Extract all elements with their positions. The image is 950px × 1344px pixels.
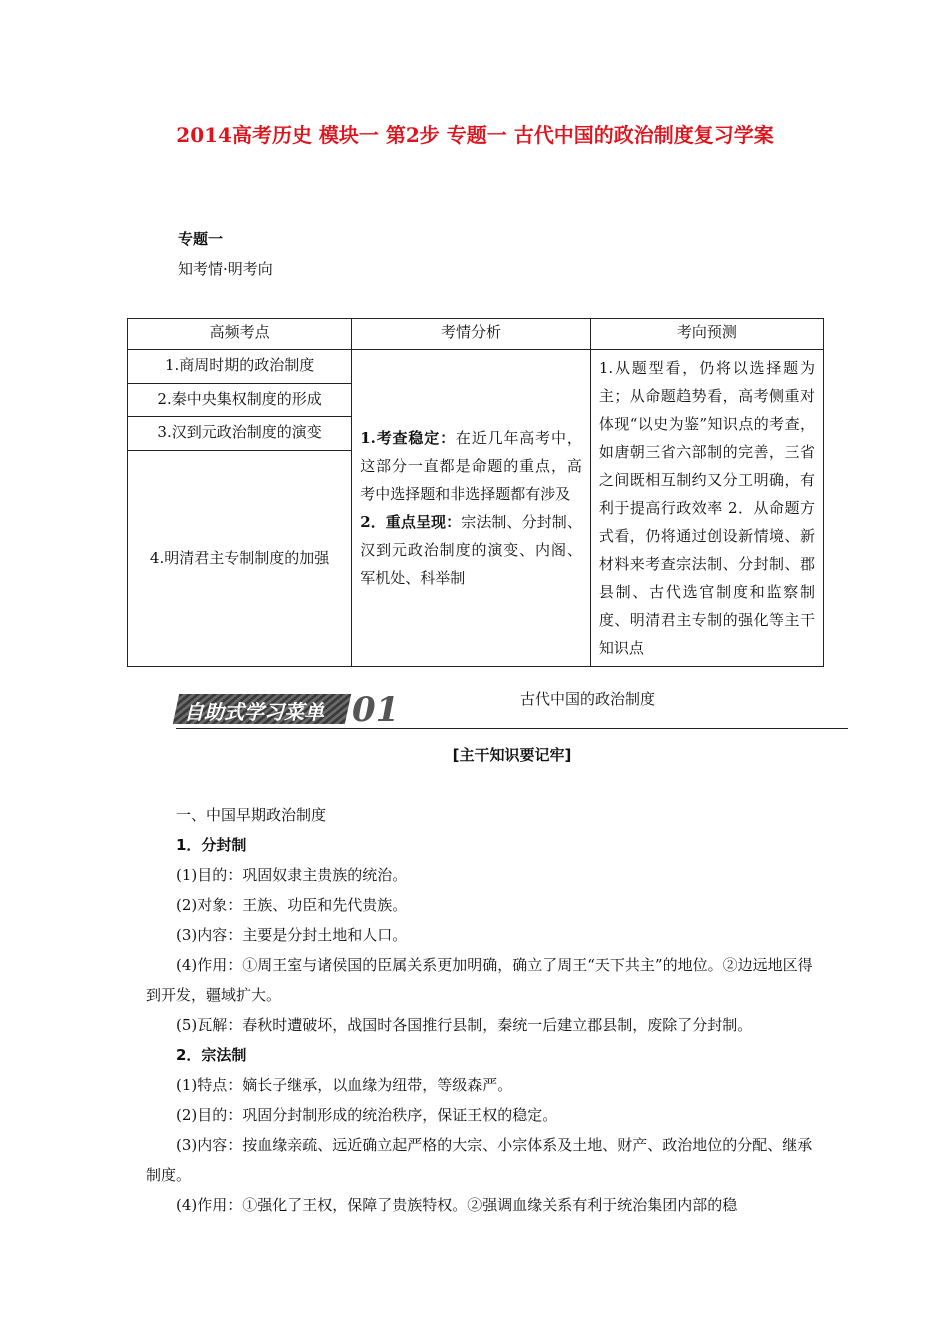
- analysis-label-1: 1.考查稳定：: [360, 429, 456, 447]
- table-row: [128, 350, 824, 384]
- forecast-cell: 1.从题型看，仍将以选择题为主；从命题趋势看，高考侧重对体现“以史为鉴”知识点的考查，如唐朝三省六部制的完善，三省之间既相互制约又分工明确，有利于提高行政效率 2．从命题方式看，仍将通过创设新情境、新材料来考查宗法制、分封制、郡县制、古代选官制度和监察制度、明清君主专制的强化等主干知识点: [590, 350, 823, 667]
- topic-cell: 4.明清君主专制制度的加强: [128, 450, 352, 666]
- banner-title: 古代中国的政治制度: [520, 690, 656, 708]
- content-paragraph: (3)内容：按血缘亲疏、远近确立起严格的大宗、小宗体系及土地、财产、政治地位的分配、继承制度。: [146, 1136, 813, 1184]
- header-analysis: 考情分析: [352, 319, 591, 350]
- analysis-text-2: 宗法制、分封制、汉到元政治制度的演变、内阁、军机处、科举制: [360, 513, 582, 587]
- analysis-text-1: 在近几年高考中，这部分一直都是命题的重点，高考中选择题和非选择题都有涉及: [360, 429, 582, 503]
- section-subheading: 知考情·明考向: [178, 260, 273, 278]
- analysis-cell: [352, 350, 591, 667]
- content-paragraph: (4)作用：①周王室与诸侯国的臣属关系更加明确，确立了周王“天下共主”的地位。②边远地区得到开发，疆域扩大。: [146, 956, 813, 1004]
- exam-analysis-table: [127, 318, 824, 667]
- subsection-title: [主干知识要记牢]: [452, 746, 572, 764]
- content-subheading: 2．宗法制: [176, 1046, 247, 1064]
- banner-number: 01: [352, 690, 400, 730]
- section-heading: 专题一: [178, 230, 224, 248]
- content-paragraph: (3)内容：主要是分封土地和人口。: [176, 926, 408, 944]
- study-menu-banner: [176, 690, 400, 730]
- topic-cell: 3.汉到元政治制度的演变: [128, 417, 352, 451]
- content-paragraph: (4)作用：①强化了王权，保障了贵族特权。②强调血缘关系有利于统治集团内部的稳: [176, 1196, 738, 1214]
- analysis-label-2: 2．重点呈现：: [360, 513, 462, 531]
- header-forecast: 考向预测: [590, 319, 823, 350]
- content-paragraph: (2)对象：王族、功臣和先代贵族。: [176, 896, 408, 914]
- content-paragraph: (1)目的：巩固奴隶主贵族的统治。: [176, 866, 408, 884]
- content-paragraph: (5)瓦解：春秋时遭破坏，战国时各国推行县制，秦统一后建立郡县制，废除了分封制。: [176, 1016, 753, 1034]
- table-header-row: [128, 319, 824, 350]
- divider: [176, 728, 848, 729]
- content-subheading: 1．分封制: [176, 836, 247, 854]
- content-body: [146, 800, 818, 1220]
- content-heading: 一、中国早期政治制度: [176, 806, 327, 824]
- banner-text: 自助式学习菜单: [184, 700, 324, 724]
- header-topics: 高频考点: [128, 319, 352, 350]
- content-paragraph: (2)目的：巩固分封制形成的统治秩序，保证王权的稳定。: [176, 1106, 558, 1124]
- topic-cell: 2.秦中央集权制度的形成: [128, 383, 352, 417]
- topic-cell: 1.商周时期的政治制度: [128, 350, 352, 384]
- document-title: 2014高考历史 模块一 第2步 专题一 古代中国的政治制度复习学案: [176, 123, 774, 147]
- content-paragraph: (1)特点：嫡长子继承，以血缘为纽带，等级森严。: [176, 1076, 513, 1094]
